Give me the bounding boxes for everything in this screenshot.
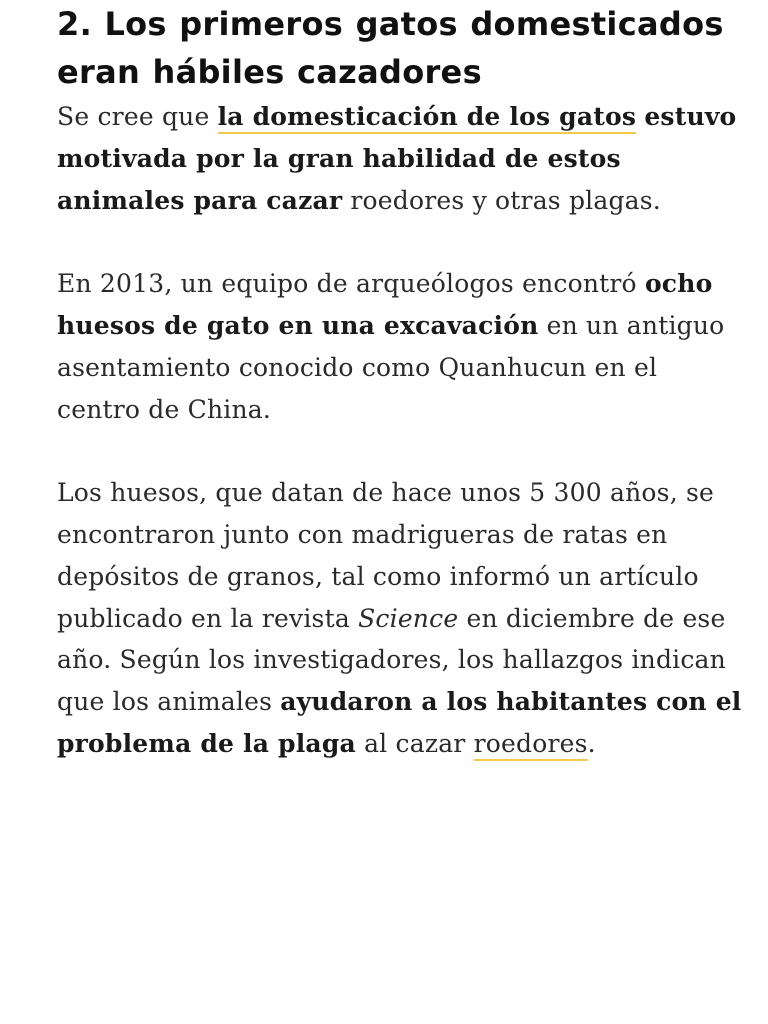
article-content xyxy=(57,0,747,765)
link-domesticacion-gatos[interactable]: la domesticación de los gatos xyxy=(218,102,637,134)
section-heading: 2. Los primeros gatos domesticados eran hábiles cazadores xyxy=(57,5,724,91)
bold-text: ocho huesos de gato en una excavación xyxy=(57,269,713,340)
paragraph-excavation xyxy=(57,263,747,430)
text-segment: roedores y otras plagas. xyxy=(342,185,661,215)
text-segment: al cazar xyxy=(355,728,474,758)
text-segment: en un antiguo asentamiento conocido como Quanhucun en el centro de China. xyxy=(57,310,725,424)
link-roedores[interactable]: roedores xyxy=(474,729,588,761)
italic-text: Science xyxy=(358,603,459,633)
text-segment: . xyxy=(587,728,596,758)
paragraph-domestication xyxy=(57,96,747,221)
text-segment: en diciembre de ese año. Según los investigadores, los hallazgos indican que los animales xyxy=(57,603,726,717)
text-segment: Se cree que xyxy=(57,102,218,131)
paragraph-findings xyxy=(57,472,747,765)
bold-text: ayudaron a los habitantes con el problema de la plaga xyxy=(57,687,742,758)
text-segment: En 2013, un equipo de arqueólogos encontró xyxy=(57,269,645,299)
bold-text: estuvo motivada por la gran habilidad de estos animales para cazar xyxy=(57,102,737,215)
text-segment: Los huesos, que datan de hace unos 5 300 años, se encontraron junto con madrigueras de ratas en depósitos de granos, tal como informó un artículo publicado en la revista xyxy=(57,478,715,633)
